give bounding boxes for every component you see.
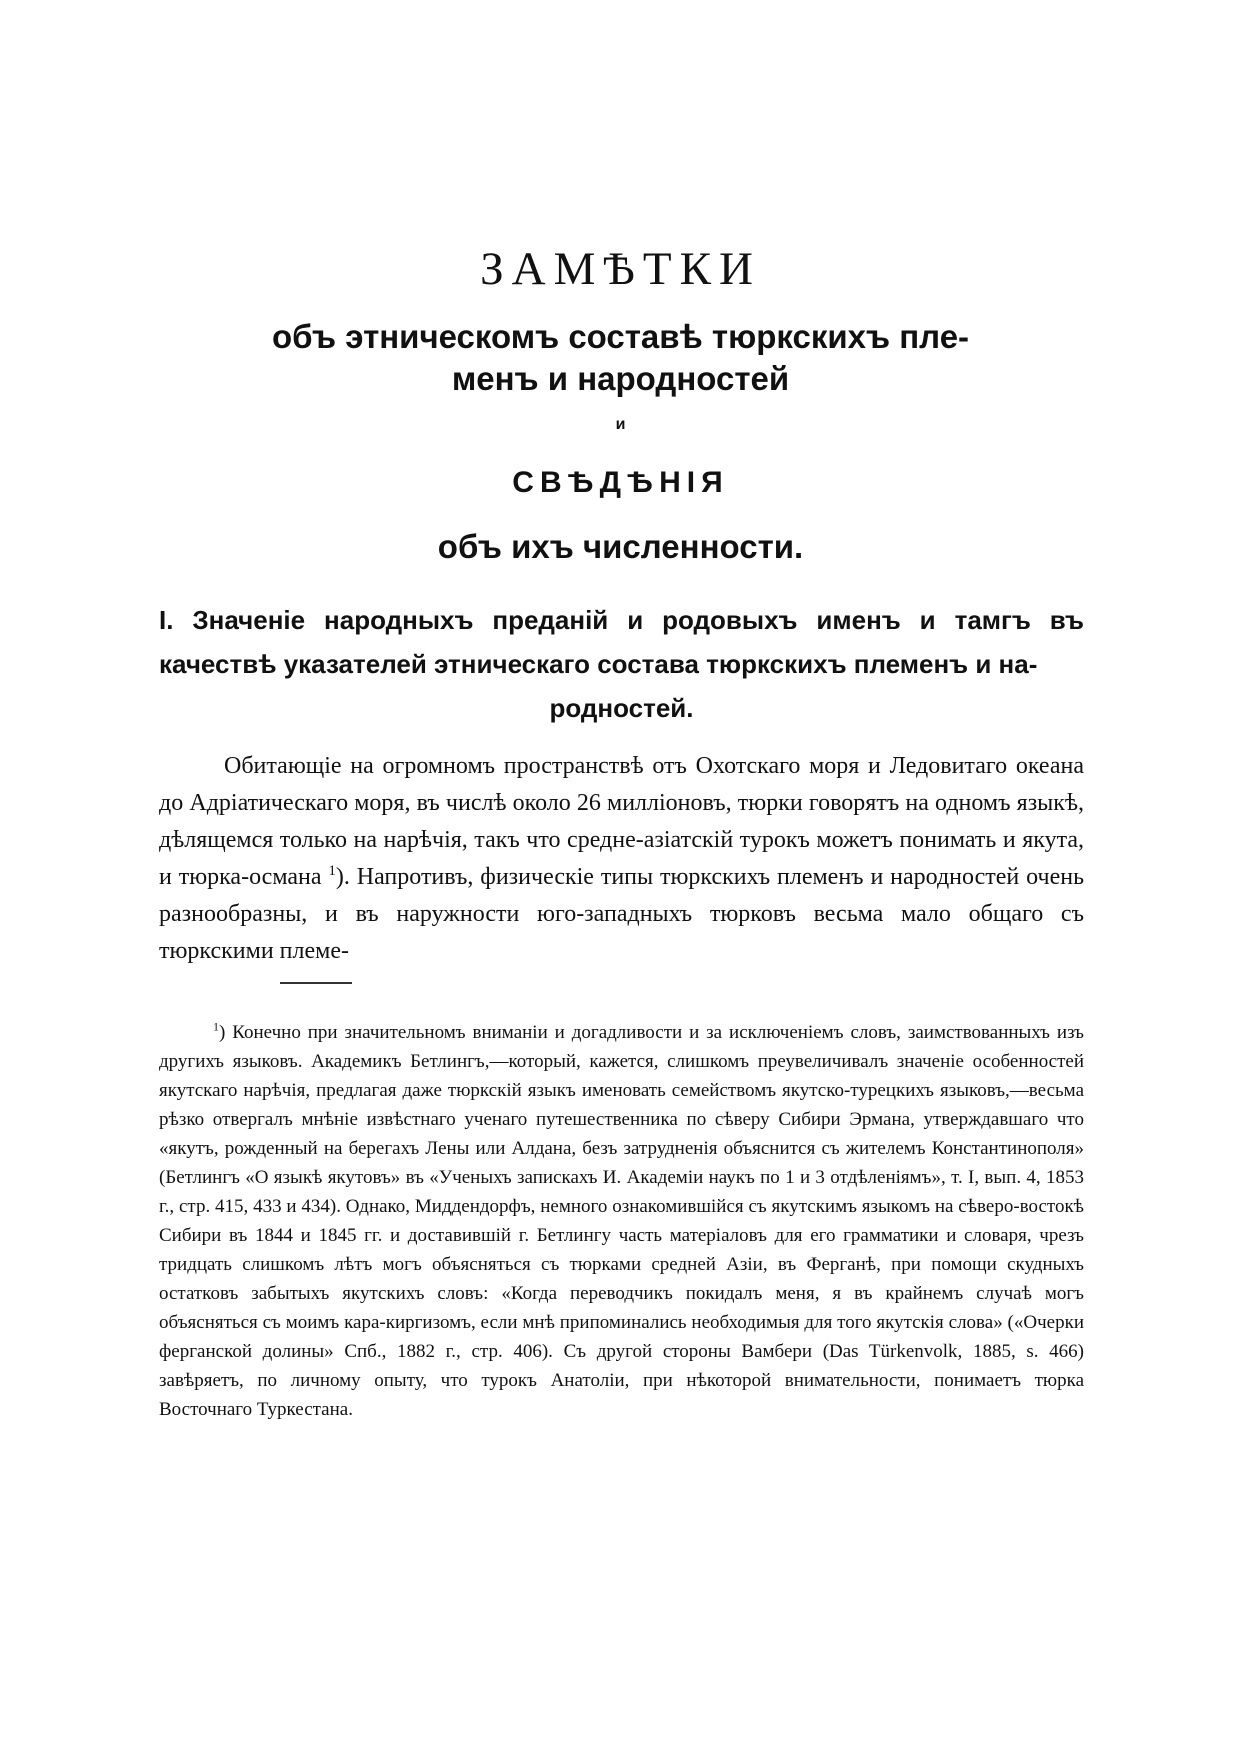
- footnote: [159, 1018, 1084, 1424]
- section-heading: [159, 598, 1084, 730]
- subtitle-line-1: объ этническомъ составѣ тюркскихъ пле-: [271, 318, 970, 355]
- footnote-text: Конечно при значительномъ вниманіи и догадливости и за исключеніемъ словъ, заимствованныхъ изъ другихъ языковъ. Академикъ Бетлингъ,—который, кажется, слишкомъ преувеличивалъ значеніе особенностей якутскаго нарѣчія, предлагая даже тюркскій языкъ именовать семействомъ якутско-турецкихъ языковъ,—весьма рѣзко отвергалъ мнѣніе извѣстнаго ученаго путешественника по сѣверу Сибири Эрмана, утверждавшаго что «якутъ, рожденный на берегахъ Лены или Алдана, безъ затрудненія объяснится съ жителемъ Константинополя» (Бетлингъ «О языкѣ якутовъ» въ «Ученыхъ запискахъ И. Академіи наукъ по 1 и 3 отдѣленіямъ», т. I, вып. 4, 1853 г., стр. 415, 433 и 434). Однако, Миддендорфъ, немного ознакомившійся съ якутскимъ языкомъ на сѣверо-востокѣ Сибири въ 1844 и 1845 гг. и доставившій г. Бетлингу часть матеріаловъ для его грамматики и словаря, чрезъ тридцать слишкомъ лѣтъ могъ объясняться съ тюрками средней Азіи, въ Ферганѣ, при помощи скудныхъ остатковъ забытыхъ якутскихъ словъ: «Когда переводчикъ покидалъ меня, я въ крайнемъ случаѣ могъ объясняться съ моимъ кара-киргизомъ, если мнѣ припоминались необходимыя для того якутскія слова» («Очерки ферганской долины» Спб., 1882 г., стр. 406). Съ другой стороны Вамбери (Das Türkenvolk, 1885, s. 466) завѣряетъ, по личному опыту, что турокъ Анатоліи, при нѣкоторой внимательности, понимаетъ тюрка Восточнаго Туркестана.: [159, 1022, 1084, 1420]
- second-title: СВѢДѢНІЯ: [512, 466, 729, 499]
- section-heading-main: I. Значеніе народныхъ преданій и родовыхъ именъ и тамгъ въ качествѣ указателей этническаго состава тюркскихъ племенъ и на-: [159, 605, 1084, 679]
- footnote-marker: 1: [213, 1019, 219, 1034]
- footnote-marker-bracket: ): [219, 1022, 226, 1043]
- document-subtitle: [160, 316, 1081, 400]
- body-text-before-note: Обитающіе на огромномъ пространствѣ отъ Охотскаго моря и Ледовитаго океана до Адріатическаго моря, въ числѣ около 26 милліоновъ, тюрки говорятъ на одномъ языкѣ, дѣлящемся только на нарѣчія, такъ что средне-азіатскій турокъ можетъ понимать и якута, и тюрка-османа: [159, 753, 1084, 890]
- subtitle-line-2: менъ и народностей: [451, 360, 790, 397]
- body-text-after-note: Напротивъ, физическіе типы тюркскихъ племенъ и народностей очень разнообразны, и въ наружности юго-западныхъ тюрковъ весьма мало общаго съ тюркскими племе-: [159, 864, 1085, 964]
- body-paragraph: [159, 748, 1084, 970]
- section-heading-last: родностей.: [549, 693, 694, 723]
- footnote-separator: [280, 982, 352, 984]
- footnote-reference: 1: [328, 863, 336, 879]
- footnote-reference-bracket: ).: [335, 864, 350, 890]
- document-title: ЗАМѢТКИ: [480, 243, 761, 295]
- second-subtitle: объ ихъ численности.: [437, 528, 804, 565]
- title-conjunction: и: [615, 416, 626, 433]
